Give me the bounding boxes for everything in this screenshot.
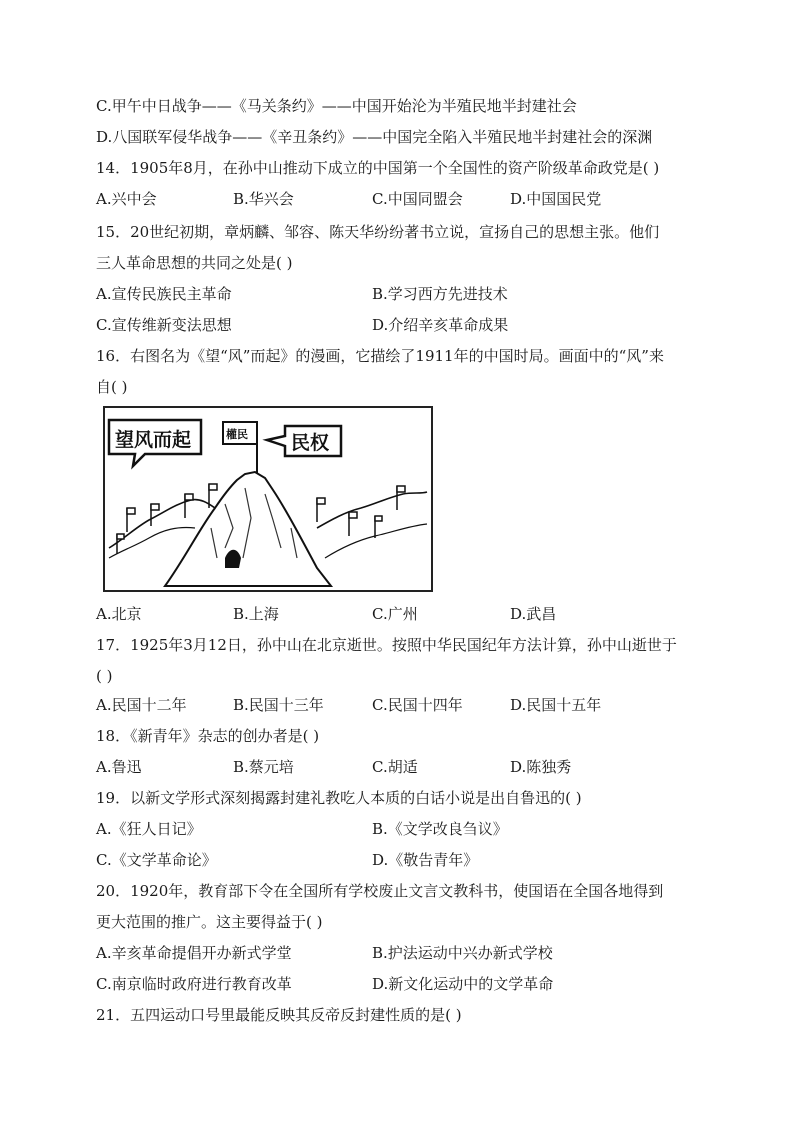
option-d: D.新文化运动中的文学革命	[372, 975, 554, 993]
option-c: C.《文学革命论》	[96, 851, 217, 869]
option-text: C.甲午中日战争——《马关条约》——中国开始沦为半殖民地半封建社会	[96, 97, 577, 115]
question-17-stem: ( )	[96, 667, 113, 685]
question-17-stem: 17．1925年3月12日，孙中山在北京逝世。按照中华民国纪年方法计算，孙中山逝世于	[96, 636, 677, 654]
flag-text: 權民	[226, 428, 248, 441]
option-b: B.《文学改良刍议》	[372, 820, 508, 838]
option-a: A.北京	[96, 605, 142, 623]
option-a: A.兴中会	[96, 190, 157, 208]
option-b: B.华兴会	[233, 190, 294, 208]
option-text: D.八国联军侵华战争——《辛丑条约》——中国完全陷入半殖民地半封建社会的深渊	[96, 128, 653, 146]
right-ridge-lower	[325, 524, 427, 558]
right-ridge	[317, 492, 427, 528]
question-15-stem: 15．20世纪初期，章炳麟、邹容、陈天华纷纷著书立说，宣扬自己的思想主张。他们	[96, 223, 660, 241]
option-c: C.中国同盟会	[372, 190, 463, 208]
option-a: A.民国十二年	[96, 696, 187, 714]
option-b: B.民国十三年	[233, 696, 324, 714]
option-a: A.宣传民族民主革命	[96, 285, 232, 303]
question-20-stem: 更大范围的推广。这主要得益于( )	[96, 913, 323, 931]
option-a: A.辛亥革命提倡开办新式学堂	[96, 944, 292, 962]
option-d: D.武昌	[510, 605, 557, 623]
question-16-stem: 16．右图名为《望“风”而起》的漫画，它描绘了1911年的中国时局。画面中的“风”来	[96, 347, 664, 365]
sign-left-text: 望风而起	[115, 429, 192, 451]
question-18-stem: 18．《新青年》杂志的创办者是( )	[96, 727, 320, 745]
question-15-stem: 三人革命思想的共同之处是( )	[96, 254, 293, 272]
option-b: B.上海	[233, 605, 279, 623]
option-b: B.护法运动中兴办新式学校	[372, 944, 553, 962]
option-d: D.陈独秀	[510, 758, 572, 776]
option-d: D.介绍辛亥革命成果	[372, 316, 509, 334]
option-a: A.《狂人日记》	[96, 820, 202, 838]
option-b: B.学习西方先进技术	[372, 285, 508, 303]
option-b: B.蔡元培	[233, 758, 294, 776]
left-ridge-lower	[109, 527, 195, 558]
cartoon-figure	[103, 406, 433, 592]
question-20-stem: 20．1920年，教育部下令在全国所有学校废止文言文教科书，使国语在全国各地得到	[96, 882, 664, 900]
option-c: C.广州	[372, 605, 418, 623]
question-14-stem: 14．1905年8月，在孙中山推动下成立的中国第一个全国性的资产阶级革命政党是( )	[96, 159, 660, 177]
option-c: C.宣传维新变法思想	[96, 316, 232, 334]
option-d: D.《敬告青年》	[372, 851, 479, 869]
question-21-stem: 21．五四运动口号里最能反映其反帝反封建性质的是( )	[96, 1006, 462, 1024]
question-16-stem: 自( )	[96, 378, 128, 396]
option-c: C.南京临时政府进行教育改革	[96, 975, 292, 993]
central-mountain	[165, 472, 331, 586]
option-d: D.中国国民党	[510, 190, 602, 208]
cartoon-drawing	[105, 408, 431, 590]
small-flags-right	[317, 486, 405, 538]
option-c: C.民国十四年	[372, 696, 463, 714]
option-d: D.民国十五年	[510, 696, 602, 714]
question-19-stem: 19．以新文学形式深刻揭露封建礼教吃人本质的白话小说是出自鲁迅的( )	[96, 789, 582, 807]
sign-right-text: 民权	[291, 432, 330, 454]
option-a: A.鲁迅	[96, 758, 142, 776]
option-c: C.胡适	[372, 758, 418, 776]
